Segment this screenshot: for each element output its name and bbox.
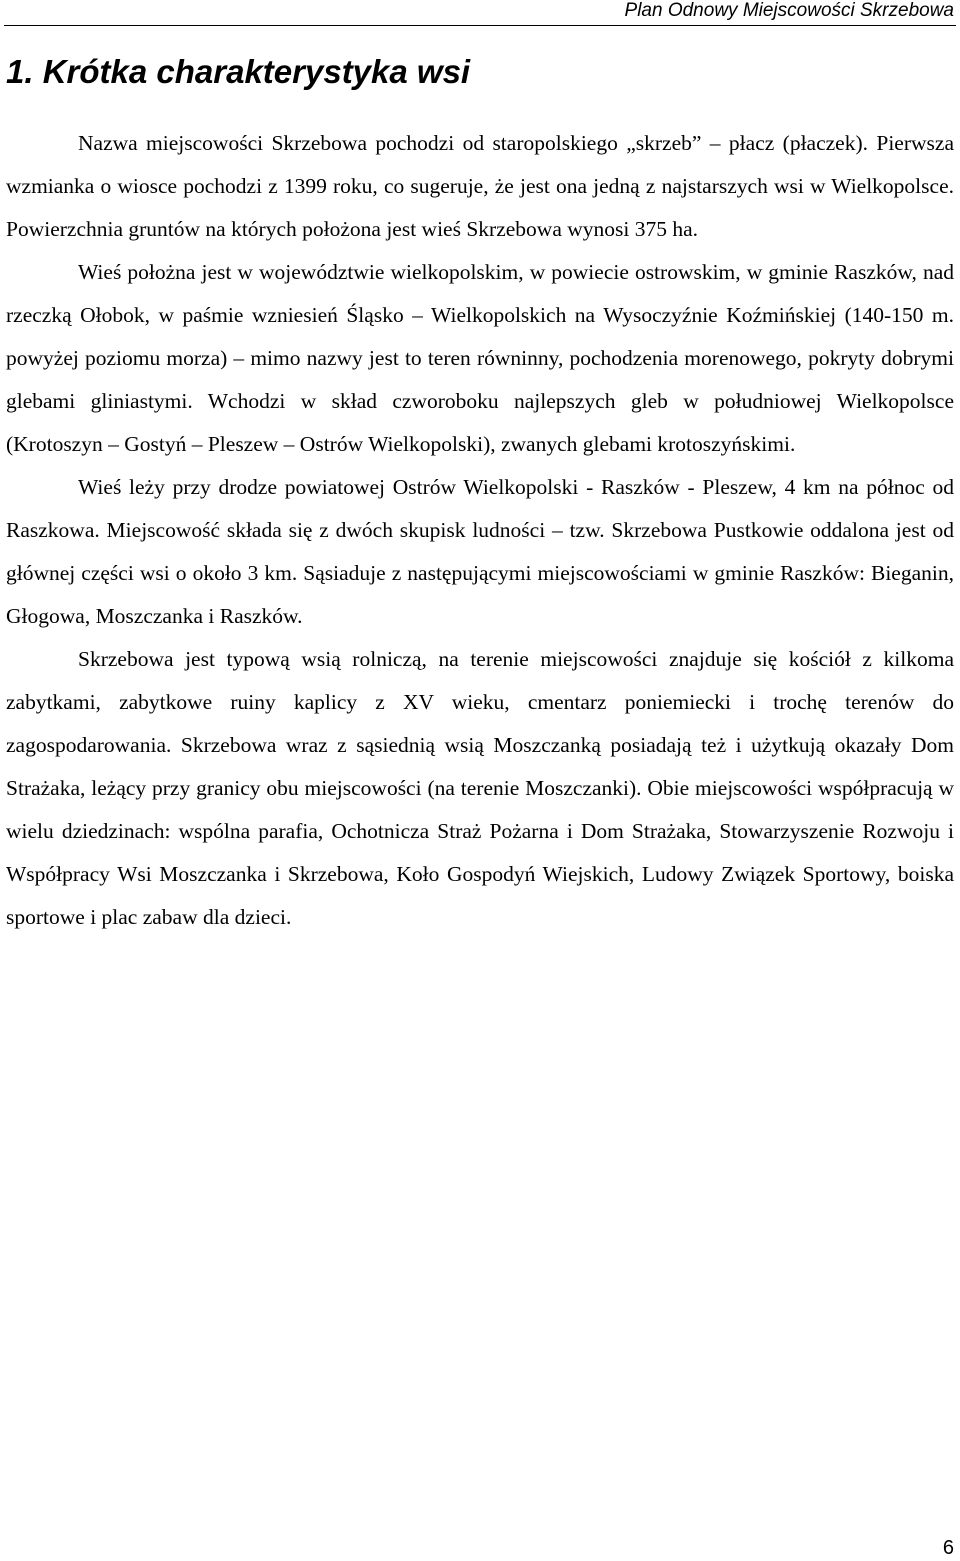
body-text xyxy=(6,122,954,939)
paragraph-location: Wieś położna jest w województwie wielkopolskim, w powiecie ostrowskim, w gminie Raszków, nad rzeczką Ołobok, w paśmie wzniesień Śląsko – Wielkopolskich na Wysoczyźnie Koźmińskiej (140-150 m. powyżej poziomu morza) – mimo nazwy jest to teren równinny, pochodzenia morenowego, pokryty dobrymi glebami gliniastymi. Wchodzi w skład czworoboku najlepszych gleb w południowej Wielkopolsce (Krotoszyn – Gostyń – Pleszew – Ostrów Wielkopolski), zwanych glebami krotoszyńskimi. xyxy=(6,260,954,456)
header-divider xyxy=(4,25,956,26)
running-header: Plan Odnowy Miejscowości Skrzebowa xyxy=(624,0,954,21)
paragraph-village-character: Skrzebowa jest typową wsią rolniczą, na terenie miejscowości znajduje się kościół z kilkoma zabytkami, zabytkowe ruiny kaplicy z XV wieku, cmentarz poniemiecki i trochę terenów do zagospodarowania. Skrzebowa wraz z sąsiednią wsią Moszczanką posiadają też i użytkują okazały Dom Strażaka, leżący przy granicy obu miejscowości (na terenie Moszczanki). Obie miejscowości współpracują w wielu dziedzinach: wspólna parafia, Ochotnicza Straż Pożarna i Dom Strażaka, Stowarzyszenie Rozwoju i Współpracy Wsi Moszczanka i Skrzebowa, Koło Gospodyń Wiejskich, Ludowy Związek Sportowy, boiska sportowe i plac zabaw dla dzieci. xyxy=(6,647,954,929)
section-title: 1. Krótka charakterystyka wsi xyxy=(6,53,471,90)
paragraph-name-origin: Nazwa miejscowości Skrzebowa pochodzi od staropolskiego „skrzeb” – płacz (płaczek). Pierwsza wzmianka o wiosce pochodzi z 1399 roku, co sugeruje, że jest ona jedną z najstarszych wsi w Wielkopolsce. Powierzchnia gruntów na których położona jest wieś Skrzebowa wynosi 375 ha. xyxy=(6,131,954,241)
paragraph-road-neighbours: Wieś leży przy drodze powiatowej Ostrów Wielkopolski - Raszków - Pleszew, 4 km na północ od Raszkowa. Miejscowość składa się z dwóch skupisk ludności – tzw. Skrzebowa Pustkowie oddalona jest od głównej części wsi o około 3 km. Sąsiaduje z następującymi miejscowościami w gminie Raszków: Bieganin, Głogowa, Moszczanka i Raszków. xyxy=(6,475,954,628)
page-number: 6 xyxy=(942,1537,954,1559)
